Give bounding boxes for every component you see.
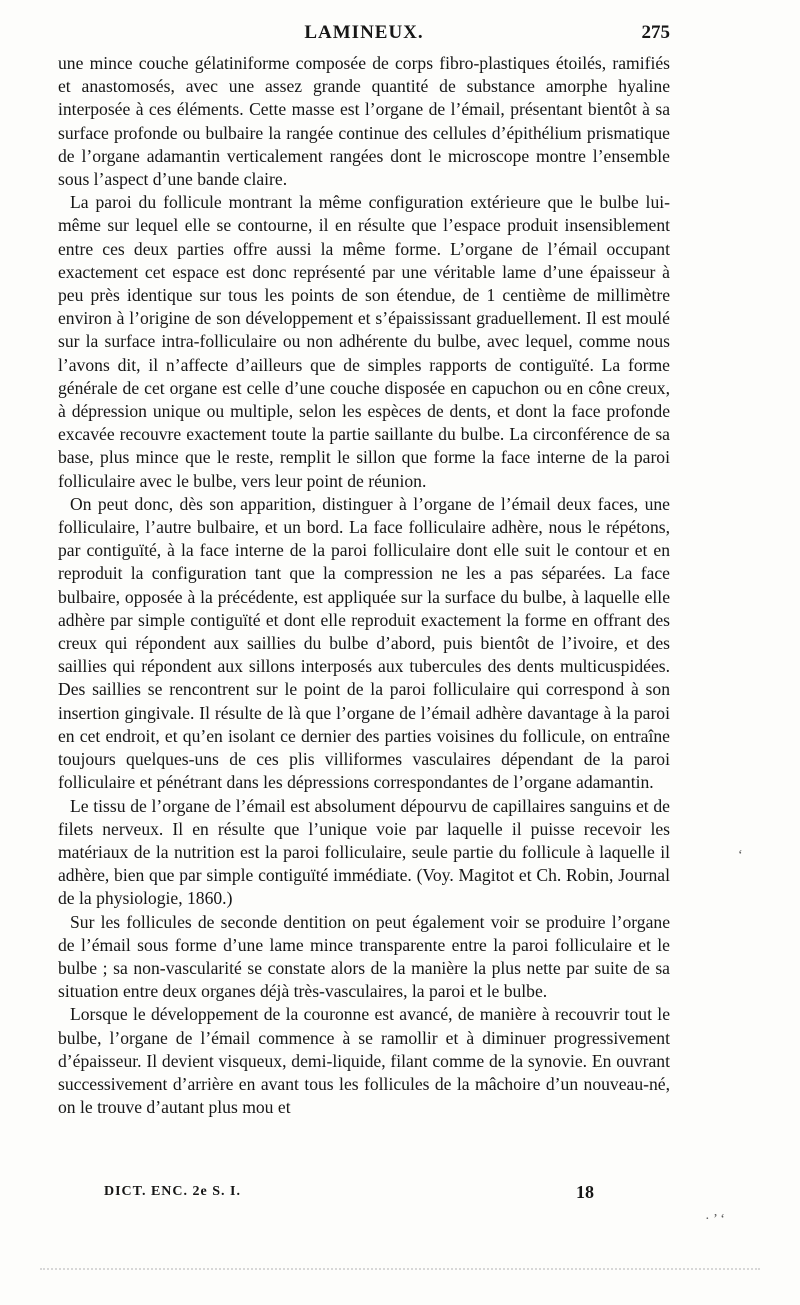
scan-speck-mark: · ’ ‘ (705, 1212, 725, 1227)
paragraph-3: On peut donc, dès son apparition, distinguer à l’organe de l’émail deux faces, une folliculaire, l’autre bulbaire, et un bord. La face folliculaire adhère, nous le répétons, par contiguïté, à la face interne de la paroi folliculaire dont elle suit le contour et en reproduit la configuration tant que la compression ne les a pas séparées. La face bulbaire, opposée à la précédente, est appliquée sur la surface du bulbe, à laquelle elle adhère par simple contiguïté et dont elle reproduit exactement la forme en offrant des creux qui répondent aux saillies du bulbe d’abord, puis bientôt de l’ivoire, et des saillies qui répondent aux sillons interposés aux tubercules des dents multicuspidées. Des saillies se rencontrent sur le point de la paroi folliculaire qui correspond à son insertion gingivale. Il résulte de là que l’organe de l’émail adhère davantage à la paroi en cet endroit, et qu’en isolant ce dernier des parties voisines du follicule, on entraîne toujours quelques-uns de ces plis villiformes vasculaires dépendant de la paroi folliculaire et pénétrant dans les dépressions correspondantes de l’organe adamantin. (58, 493, 670, 793)
running-head: LAMINEUX. (304, 22, 424, 43)
printer-signature: DICT. ENC. 2e S. I. (104, 1184, 241, 1199)
page-header (58, 22, 670, 52)
page-footer (104, 1182, 604, 1204)
page-number: 275 (641, 22, 670, 43)
scan-speck-mark: ‘ (738, 848, 743, 863)
paragraph-1: une mince couche gélatiniforme composée de corps fibro-plastiques étoilés, ramifiés et anastomosés, avec une assez grande quantité de substance amorphe hyaline interposée à ces éléments. Cette masse est l’organe de l’émail, présentant bientôt à sa surface profonde ou bulbaire la rangée continue des cellules d’épithélium prismatique de l’organe adamantin verticalement rangées dont le microscope montre l’ensemble sous l’aspect d’une bande claire. (58, 53, 670, 190)
body-text (58, 52, 670, 1119)
scan-edge-marks (40, 1268, 760, 1276)
paragraph-5: Sur les follicules de seconde dentition on peut également voir se produire l’organe de l’émail sous forme d’une lame mince transparente entre la paroi folliculaire et le bulbe ; sa non-vascularité se constate alors de la manière la plus nette par suite de sa situation entre deux organes déjà très-vasculaires, la paroi et le bulbe. (58, 911, 670, 1002)
paragraph-4: Le tissu de l’organe de l’émail est absolument dépourvu de capillaires sanguins et de filets nerveux. Il en résulte que l’unique voie par laquelle il puisse recevoir les matériaux de la nutrition est la paroi folliculaire, seule partie du follicule à laquelle il adhère, bien que par simple contiguïté immédiate. (Voy. Magitot et Ch. Robin, Journal de la physiologie, 1860.) (58, 795, 670, 909)
paragraph-2: La paroi du follicule montrant la même configuration extérieure que le bulbe lui-même sur lequel elle se contourne, il en résulte que l’espace produit insensiblement entre ces deux parties offre aussi la même forme. L’organe de l’émail occupant exactement cet espace est donc représenté par une véritable lame d’une épaisseur à peu près identique sur tous les points de son étendue, de 1 centième de millimètre environ à l’origine de son développement et s’épaississant graduellement. Il est moulé sur la surface intra-folliculaire ou non adhérente du bulbe, avec lequel, comme nous l’avons dit, il n’affecte d’ailleurs que de simples rapports de contiguïté. La forme générale de cet organe est celle d’une couche disposée en capuchon ou en cône creux, à dépression unique ou multiple, selon les espèces de dents, et dont la face profonde excavée recouvre exactement toute la partie saillante du bulbe. La circonférence de sa base, plus mince que le reste, remplit le sillon que forme la face interne de la paroi folliculaire avec le bulbe, vers leur point de réunion. (58, 192, 670, 491)
paragraph-6: Lorsque le développement de la couronne est avancé, de manière à recouvrir tout le bulbe, l’organe de l’émail commence à se ramollir et à diminuer progressivement d’épaisseur. Il devient visqueux, demi-liquide, filant comme de la synovie. En ouvrant successivement d’arrière en avant tous les follicules de la mâchoire d’un nouveau-né, on le trouve d’autant plus mou et (58, 1004, 670, 1118)
signature-number: 18 (576, 1182, 594, 1202)
